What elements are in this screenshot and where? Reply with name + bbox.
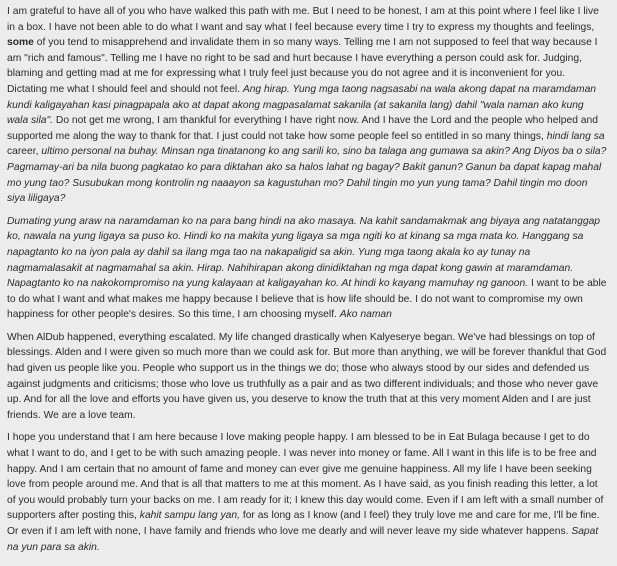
text-segment: Ang hirap. Yung mga taong nagsasabi na wala akong dapat na maramdaman kundi kaligayahan kasi pinagpapala ako at dapat akong magpasalamat sakanila (at sakanila lang) dahil "wala naman ako kung wala sila". [7,83,597,127]
paragraph-3 [7,330,607,424]
text-segment: Dumating yung araw na naramdaman ko na para bang hindi na ako masaya. Na kahit sandamakmak ang biyaya ang natatanggap ko, nawala na yung ligaya sa puso ko. Hindi ko na makita yung ligaya sa mga ngiti ko at kinang sa mga mata ko. Hanggang sa napagtanto ko na iyon pala ay dahil sa ilang mga tao na nakapaligid sa akin. Yung mga taong akala ko ay tunay na nagmamalasakit at nagmamahal sa akin. Hirap. Nahihirapan akong dinidiktahan ng mga dapat kong gawin at maramdaman. Napagtanto ko na nakokompromiso na yung kalayaan at kaligayahan ko. At hindi ko kayang mamuhay ng ganoon. [7,215,601,290]
text-segment: of you tend to misapprehend and invalidate them in so many ways. Telling me I am not supposed to feel that way because I am "rich and famous". Telling me I have no right to be sad and hurt because I have everything a person could ask for. Judging, blaming and getting mad at me for expressing what I truly feel just because you do not agree and it is inconvenient for you. Dictating me what I should feel and should not feel. [7,37,598,95]
text-segment: I am grateful to have all of you who have walked this path with me. But I need to be honest, I am at this point where I feel like I live in a box. I have not been able to do what I want and say what I feel because every time I try to express my thoughts and feelings, [7,6,599,33]
text-segment: hindi lang sa [546,130,605,142]
text-segment: kahit sampu lang yan, [139,510,240,522]
text-segment: ultimo personal na buhay. Minsan nga tinatanong ko ang sarili ko, sino ba talaga ang gumawa sa akin? Ang Diyos ba o sila? Pagmamay-ari ba nila buong pagkatao ko para diktahan ako sa halos lahat ng bagay? Bakit ganun? Ganun ba dapat kapag mahal mo yung tao? Susubukan mong kontrolin ng naaayon sa kagustuhan mo? Dahil tingin mo yun yung tama? Dahil tingin mo doon siya liligaya? [7,146,607,205]
text-segment: Ako naman [339,309,392,321]
text-segment: I hope you understand that I am here because I love making people happy. I am blessed to be in Eat Bulaga because I get to do what I want to do, and I get to be with such amazing people. I was never into money or fame. All I want in this life is to be free and happy. And I am certain that no amount of fame and money can ever give me genuine happiness. All my life I have been seeking love from people around me. And that is all that matters to me at this moment. As I have said, as you finish reading this letter, a lot of you would probably turn your backs on me. I am ready for it; I knew this day would come. Even if I am left with a small number of supporters after posting this, [7,432,604,522]
paragraph-1 [7,4,607,207]
text-segment: Do not get me wrong, I am thankful for everything I have right now. And I have the Lord and the people who helped and supported me along the way to thank for that. I just could not take how some people feel so entitled in so many things, [7,115,598,142]
text-segment: career, [7,146,42,158]
text-segment: I want to be able to do what I want and what makes me happy because I believe that is how life should be. I do not want to compromise my own happiness for other people's desires. So this time, I am choosing myself. [7,278,607,321]
text-segment: Sapat na yun para sa akin. [7,526,599,553]
text-segment: for as long as I know (and I feel) they truly love me and care for me, I'll be fine. Or even if I am left with none, I have family and friends who love me dearly and will never leave my side whatever happens. [7,510,600,537]
text-segment: some [7,37,34,49]
paragraph-2 [7,214,607,323]
paragraph-4 [7,430,607,555]
text-segment: When AlDub happened, everything escalated. My life changed drastically when Kalyeserye began. We've had blessings on top of blessings. Alden and I were given so much more than we could ask for. But more than anything, we will be forever thankful that God had given us people like you. People who support us in the things we do; those who always stood by our sides and defended us against judgments and criticisms; those who love us truthfully as a pair and as two different individuals; and those who never gave up. And for all the love and efforts you have given us, you deserve to know the truth that at this very moment Alden and I are just friends. We are a love team. [7,331,607,421]
